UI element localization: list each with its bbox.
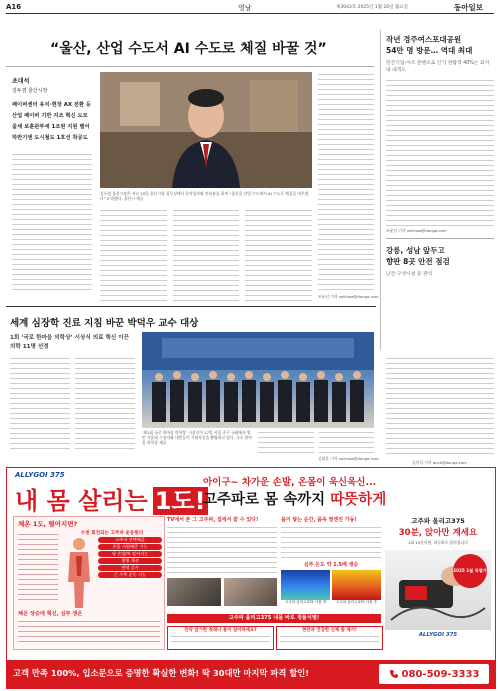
ad-col1-item: 고주파 선택해줌 bbox=[98, 537, 162, 543]
ad-col2 bbox=[167, 516, 277, 610]
ad-col1-sub: 수천 회전되는 고주파 운동원리 bbox=[80, 531, 144, 536]
ad-col2-text bbox=[167, 525, 277, 575]
photo2-credit: 국로 한마음 의학상 제공 bbox=[142, 435, 252, 445]
ad-badge-text: 2025 1월 특별가 bbox=[453, 568, 487, 573]
article2-body bbox=[10, 356, 135, 452]
byline-person: 김두겸 울산시장 bbox=[12, 88, 48, 94]
section-rule bbox=[6, 306, 376, 307]
sidebar-sub: 민간기업·아조 콘텐츠로 인기 관람객 40%는 외지 내 내객도 bbox=[386, 61, 490, 73]
thermal-before-image bbox=[281, 570, 330, 600]
ad-headline-black: 고주파로 몸 속까지 bbox=[203, 492, 326, 508]
headline-rule bbox=[6, 66, 374, 67]
sidebar-reporter-1: 조윤선 기자 vellinaa@donga.com bbox=[386, 228, 447, 233]
ad-col2-images bbox=[167, 578, 277, 606]
ad-col1-title: 체온 1도, 떨어지면? bbox=[18, 520, 78, 528]
sidebar-rule bbox=[386, 238, 494, 239]
masthead bbox=[0, 0, 500, 16]
ad-compare bbox=[281, 570, 381, 605]
ad-tv-image bbox=[167, 578, 221, 606]
ad-col1-item: 온몸 시원해준 기능 bbox=[98, 544, 162, 550]
ad-bottom-block1-title: 만약 앞기한 첫래나 몸이 얼어하세요? bbox=[184, 628, 257, 633]
sidebar-body-1 bbox=[386, 78, 494, 226]
ad-product-sub: 1회 15분이면, 하루하루 달라집니다 bbox=[408, 540, 468, 545]
photo1-caption bbox=[100, 191, 312, 201]
ad-col1-item: 면역 증가 bbox=[98, 565, 162, 571]
ad-footer bbox=[7, 660, 495, 688]
ad-bottom-block1 bbox=[167, 626, 274, 650]
ad-phone-box[interactable] bbox=[379, 664, 489, 684]
byline-label: 초대석 bbox=[12, 78, 30, 85]
ad-badge bbox=[453, 554, 487, 588]
lead-point: 하반기엔 도시철도 1호선 착공도 bbox=[12, 135, 88, 141]
article-body-col1 bbox=[12, 152, 92, 292]
ad-footer-text: 고객 만족 100%, 입소문으로 증명한 확실한 변화! 딱 30대만 마지막 파격 할인! bbox=[13, 668, 310, 678]
ad-title-part1: 내 몸 살리는 bbox=[15, 487, 148, 515]
ad-col3-title: 몸이 닿는 순간, 몸속 열엔진 가동! bbox=[281, 517, 357, 523]
article-body-cols bbox=[100, 208, 312, 302]
sidebar-headline-4: 향판 8곳 안전 점검 bbox=[386, 257, 450, 266]
masthead-rule bbox=[6, 13, 494, 14]
ad-col1 bbox=[13, 516, 165, 650]
main-headline: “울산, 산업 수도서 AI 수도로 체질 바꿀 것” bbox=[50, 41, 327, 57]
ad-col1-item: 근 수축 운동 기능 bbox=[98, 572, 162, 578]
newspaper-logo: 동아일보 bbox=[454, 3, 483, 12]
byline bbox=[12, 76, 90, 94]
ad-bottom-block2 bbox=[276, 626, 383, 650]
lead-point: 울세 보훈관부세 1조원 지원 별어 bbox=[12, 124, 90, 130]
ad-product-model: ALLYGOI 375 bbox=[418, 632, 458, 638]
group-photo bbox=[142, 332, 374, 428]
reporter-main: 조윤선 기자 vellinaa@donga.com bbox=[318, 294, 379, 299]
article2-headline: 세계 심장학 진료 지침 바꾼 박덕우 교수 대상 bbox=[10, 318, 199, 329]
reporter-bottom: 김태훈 기자 vellinaa@donga.com bbox=[318, 456, 379, 461]
ad-col1-subhead: 체온 상승에 혁신, 심부 생온 bbox=[18, 611, 83, 617]
ad-product-label: 고주파 올리고375 bbox=[411, 517, 465, 525]
sidebar-divider bbox=[380, 30, 381, 350]
page-number: A16 bbox=[6, 3, 22, 11]
main-photo bbox=[100, 72, 312, 188]
ad-col2-title: TV에서 본 그 고주파, 집에서 쓸 수 있다! bbox=[167, 517, 259, 523]
compare-left-label: 고주파 올리고375 사용 전 bbox=[284, 600, 327, 604]
photo2-caption bbox=[142, 430, 252, 445]
sidebar-sub-2: 난간·구생시설 등 관리 bbox=[386, 272, 433, 277]
ad-col1-item: 냉 손발/차 떨어지는 bbox=[98, 551, 162, 557]
article2-body-right bbox=[258, 430, 374, 454]
ad-headline-small: 아이구~ 차가운 손발, 온몸이 욱신욱신... bbox=[203, 477, 377, 488]
compare-right-label: 고주파 올리고375 사용 후 bbox=[335, 600, 378, 604]
lead-points bbox=[12, 100, 92, 144]
sidebar-headline-1: 작년 경주여스포대공원 bbox=[386, 35, 462, 44]
ad-brand: ALLYGOI 375 bbox=[15, 471, 65, 479]
phone-icon bbox=[389, 669, 399, 679]
portrait-illustration bbox=[100, 72, 312, 188]
ad-tv-image bbox=[224, 578, 278, 606]
group-photo-illustration bbox=[142, 332, 374, 428]
ad-title bbox=[15, 481, 208, 516]
photo1-caption-text: 김두겸 울산시장은 지난 10일 울산시청 집무실에서 동아일보와 인터뷰를 하며 “울산을 산업 수도에서 AI 수도로 체질을 바꾸겠다”고 말했다. bbox=[100, 191, 309, 201]
photo1-credit: 울산시 제공 bbox=[123, 196, 144, 201]
section-label: 영남 bbox=[238, 4, 252, 12]
sidebar-reporter-2: 김덕성 기자 duck@donga.com bbox=[412, 460, 467, 465]
ad-product-image bbox=[385, 550, 491, 630]
photo2-caption-text: ‘제1회 국로 한마음 의학상’ 시상식이 17일 서울 중구 국회에서 열린 가운데 수상자와 내빈들이 기념사진을 촬영하고 있다. bbox=[142, 430, 251, 440]
sidebar-body-2 bbox=[386, 356, 494, 458]
sidebar bbox=[386, 34, 494, 277]
sidebar-headline-2: 54만 명 방문… 역대 최대 bbox=[386, 46, 473, 55]
issue-info: 제3043호 2025년 1월 20일 월요일 bbox=[336, 5, 408, 10]
ad-col1-text-2 bbox=[18, 619, 160, 645]
ad-col1-item: 혈행 개선 bbox=[98, 558, 162, 564]
body-illustration bbox=[62, 536, 96, 610]
lead-point: 산업 페이퍼 기반 지조 혁신 도모 bbox=[12, 113, 88, 119]
ad-headline-big bbox=[203, 488, 386, 509]
article-body-col-right bbox=[318, 72, 374, 302]
ad-phone: 080-509-3333 bbox=[401, 668, 480, 680]
ad-product-panel bbox=[385, 516, 491, 648]
ad-title-highlight: 1도! bbox=[154, 487, 206, 515]
ad-headline-red: 따뜻하게 bbox=[330, 492, 387, 508]
ad-col1-text bbox=[18, 532, 58, 602]
advertisement bbox=[6, 467, 496, 689]
ad-col3-text bbox=[281, 525, 381, 559]
ad-col3 bbox=[281, 516, 381, 610]
article2-subhead: 1회 ‘국로 한마음 의학상’ 시상식 의료 혁신 이끈 의학 11명 선정 bbox=[10, 335, 130, 350]
ad-middle-banner: 고주파 올리고375 내몸 바로 정품식별! bbox=[167, 614, 381, 623]
ad-col3-sub: 심부 온도 약 1.5배 생승 bbox=[303, 562, 359, 568]
lead-point: 페이퍼센터 유치·현장 AX 전환 등 bbox=[12, 102, 91, 108]
sidebar-headline-3: 강릉, 성남 앞두고 bbox=[386, 246, 445, 255]
ad-bottom-block2-title: 현관과 건강한 신체 쓸 제거! bbox=[302, 628, 357, 633]
ad-product-offer: 30분, 앉아만 계세요 bbox=[398, 528, 478, 538]
thermal-after-image bbox=[332, 570, 381, 600]
